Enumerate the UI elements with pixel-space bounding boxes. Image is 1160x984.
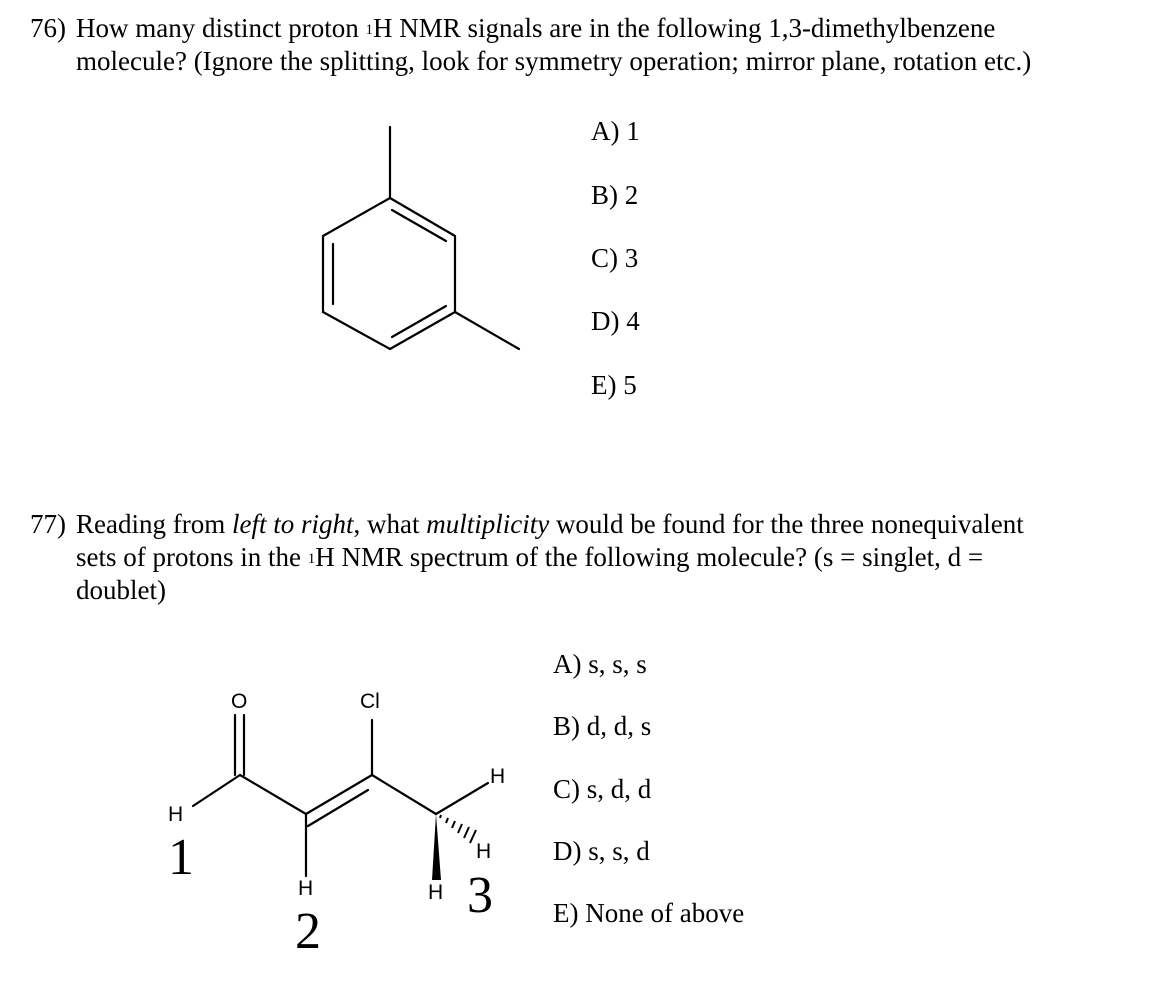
methyl-h-hashed-wedge (440, 815, 476, 843)
c1-c2-bond (240, 775, 306, 814)
atom-h-methyl-top: H (490, 765, 506, 788)
q76-line1-pre: How many distinct proton (76, 13, 366, 43)
q77-sup: 1 (307, 551, 316, 567)
q76-option-b: B) 2 (591, 180, 639, 210)
aldehyde-h-bond (193, 775, 240, 806)
q76-option-d: D) 4 (591, 306, 640, 336)
q77-option-d: D) s, s, d (553, 836, 650, 866)
q77-t2: , what (353, 509, 427, 539)
q77-left-to-right: left to right (231, 509, 354, 539)
q76-line2: molecule? (Ignore the splitting, look for symmetry operation; mirror plane, rotation etc.) (76, 46, 1032, 76)
atom-h-aldehyde: H (168, 803, 184, 826)
q77-t1: Reading from (76, 509, 232, 539)
q76-option-e: E) 5 (591, 370, 637, 400)
atom-oxygen: O (231, 690, 248, 713)
q77-option-a: A) s, s, s (553, 649, 647, 679)
atom-h-methyl-mid: H (476, 840, 492, 863)
question-77-number: 77) (30, 509, 66, 539)
q76-option-c: C) 3 (591, 243, 639, 273)
methyl-h-solid-wedge (432, 814, 441, 880)
q77-option-b: B) d, d, s (553, 711, 652, 741)
atom-h-vinyl: H (298, 877, 314, 900)
c3-c4-bond (372, 775, 436, 814)
q77-option-c: C) s, d, d (553, 774, 652, 804)
q76-option-a: A) 1 (591, 116, 640, 146)
q77-t6: doublet) (76, 575, 166, 605)
q76-line1-post: H NMR signals are in the following 1,3-dimethylbenzene (372, 13, 996, 43)
atom-h-methyl-bottom: H (428, 881, 444, 904)
q77-t5: H NMR spectrum of the following molecule? (s = singlet, d = (315, 542, 984, 572)
proton-set-label-3: 3 (467, 867, 493, 924)
q77-option-e: E) None of above (553, 898, 745, 928)
methyl-h-top-bond (436, 783, 488, 814)
question-76-number: 76) (30, 13, 66, 43)
q77-t3: would be found for the three nonequivalent (549, 509, 1024, 539)
proton-set-label-1: 1 (168, 829, 194, 886)
q76-sup: 1 (365, 22, 373, 38)
q77-t4: sets of protons in the (76, 542, 308, 572)
proton-set-label-2: 2 (295, 903, 321, 960)
q77-multiplicity: multiplicity (426, 509, 550, 539)
atom-chlorine: Cl (360, 690, 380, 713)
